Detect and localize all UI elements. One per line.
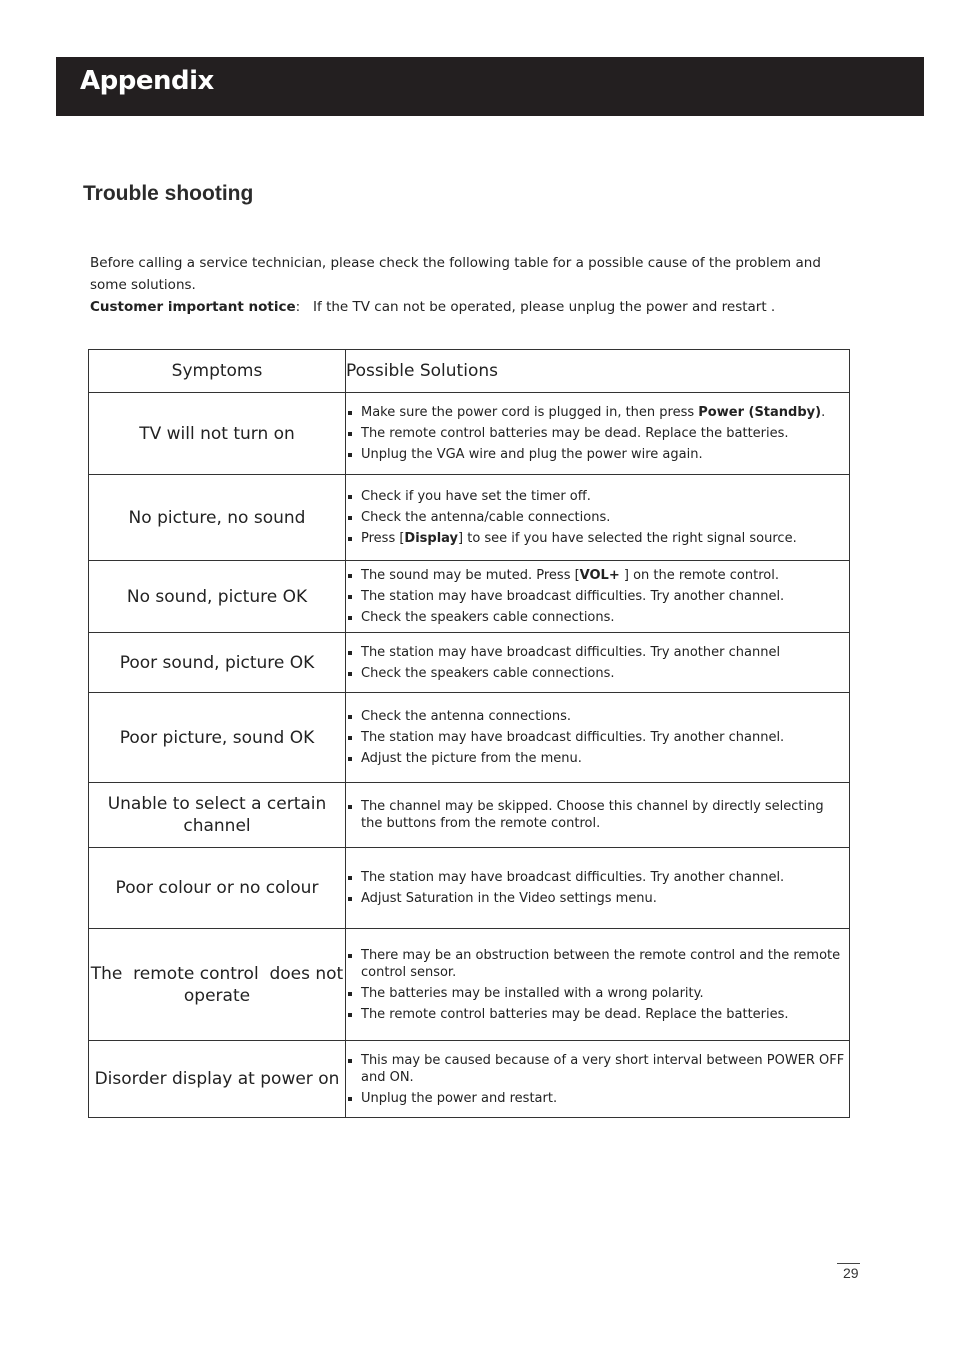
table-row (89, 475, 850, 561)
solution-item (346, 985, 849, 1002)
solutions-cell (346, 693, 850, 783)
table-row (89, 848, 850, 929)
solutions-cell (346, 783, 850, 848)
solution-emphasis: Power (Standby) (698, 405, 822, 420)
troubleshooting-table (88, 349, 850, 1118)
solution-item (346, 446, 849, 463)
solution-text: Press [ (361, 531, 405, 546)
appendix-title: Appendix (80, 66, 214, 96)
solution-item (346, 509, 849, 526)
solution-text: The sound may be muted. Press [ (361, 568, 580, 583)
solution-item (346, 567, 849, 584)
symptom-cell: Poor picture, sound OK (89, 693, 346, 783)
solutions-cell (346, 393, 850, 475)
solutions-cell (346, 475, 850, 561)
solution-item (346, 729, 849, 746)
solutions-list (346, 404, 849, 463)
solution-item (346, 869, 849, 886)
solution-item (346, 947, 849, 981)
symptom-cell: The remote control does not operate (89, 929, 346, 1041)
solution-item (346, 890, 849, 907)
solution-item (346, 798, 849, 832)
solutions-list (346, 708, 849, 767)
solutions-list (346, 798, 849, 832)
table-row (89, 393, 850, 475)
table-body (89, 393, 850, 1118)
solution-item (346, 425, 849, 442)
solution-item (346, 1090, 849, 1107)
solution-item (346, 588, 849, 605)
solutions-list (346, 1052, 849, 1107)
table-row (89, 783, 850, 848)
solution-item (346, 1006, 849, 1023)
symptom-cell: Disorder display at power on (89, 1041, 346, 1118)
intro-text-block (90, 252, 858, 318)
symptom-cell: No sound, picture OK (89, 561, 346, 633)
solution-emphasis: VOL+ (579, 568, 620, 583)
solution-item (346, 404, 849, 421)
table-row (89, 633, 850, 693)
solution-text: Check the speakers cable connections. (361, 665, 615, 681)
solutions-list (346, 644, 849, 682)
solution-text: ] to see if you have selected the right signal source. (458, 531, 797, 546)
notice-text: If the TV can not be operated, please unplug the power and restart . (313, 299, 776, 315)
solutions-cell (346, 848, 850, 929)
solutions-cell (346, 561, 850, 633)
notice-label: Customer important notice (90, 299, 296, 315)
solution-item (346, 530, 849, 547)
solution-text: This may be caused because of a very short interval between POWER OFF and ON. (361, 1052, 849, 1085)
solutions-cell (346, 929, 850, 1041)
solutions-cell (346, 1041, 850, 1118)
intro-paragraph: Before calling a service technician, please check the following table for a possible cause of the problem and some solutions. (90, 255, 821, 293)
solution-item (346, 609, 849, 626)
table-row (89, 1041, 850, 1118)
solution-text: There may be an obstruction between the remote control and the remote control sensor. (361, 947, 845, 980)
solution-text: Check if you have set the timer off. (361, 489, 591, 504)
solution-text: Make sure the power cord is plugged in, then press (361, 405, 699, 420)
solutions-list (346, 947, 849, 1023)
solutions-header: Possible Solutions (346, 350, 850, 393)
appendix-header-bar (56, 57, 924, 116)
solutions-cell (346, 633, 850, 693)
table-row (89, 561, 850, 633)
solution-item (346, 488, 849, 505)
symptom-cell: Poor sound, picture OK (89, 633, 346, 693)
solution-text: . (821, 405, 826, 420)
solutions-list (346, 567, 849, 626)
solution-item (346, 708, 849, 725)
symptom-cell: Unable to select a certain channel (89, 783, 346, 848)
solution-text: The station may have broadcast difficulties. Try another channel. (361, 870, 785, 885)
symptom-cell: Poor colour or no colour (89, 848, 346, 929)
solution-item (346, 1052, 849, 1086)
solution-text: Check the antenna/cable connections. (361, 510, 611, 525)
solution-item (346, 644, 849, 661)
solution-emphasis: Display (404, 531, 459, 546)
solution-text: Unplug the VGA wire and plug the power wire again. (361, 447, 703, 462)
solution-item (346, 665, 849, 682)
solution-text: The channel may be skipped. Choose this channel by directly selecting the buttons from the remote control. (361, 799, 828, 831)
solution-text: The batteries may be installed with a wrong polarity. (361, 985, 704, 1001)
solution-text: Check the speakers cable connections. (361, 610, 615, 625)
page-number-rule (837, 1263, 860, 1264)
solution-text: Adjust Saturation in the Video settings menu. (361, 891, 657, 906)
page-number: 29 (843, 1265, 859, 1281)
solution-text: The station may have broadcast difficulties. Try another channel. (361, 589, 785, 604)
table-row (89, 929, 850, 1041)
solution-text: The station may have broadcast difficulties. Try another channel. (361, 730, 785, 745)
symptom-cell: No picture, no sound (89, 475, 346, 561)
solution-text: The station may have broadcast difficulties. Try another channel (361, 644, 781, 660)
section-title: Trouble shooting (83, 182, 254, 205)
symptom-cell: TV will not turn on (89, 393, 346, 475)
solutions-list (346, 869, 849, 907)
solution-text: The remote control batteries may be dead. Replace the batteries. (361, 1006, 789, 1022)
solution-text: ] on the remote control. (619, 568, 779, 583)
notice-separator: : (295, 299, 314, 315)
table-header-row (89, 350, 850, 393)
customer-notice (90, 296, 858, 318)
solution-text: Check the antenna connections. (361, 709, 571, 724)
symptoms-header: Symptoms (89, 350, 346, 393)
solution-text: Unplug the power and restart. (361, 1090, 558, 1106)
table-row (89, 693, 850, 783)
solution-text: Adjust the picture from the menu. (361, 751, 582, 766)
solutions-list (346, 488, 849, 547)
solution-item (346, 750, 849, 767)
solution-text: The remote control batteries may be dead. Replace the batteries. (361, 426, 789, 441)
